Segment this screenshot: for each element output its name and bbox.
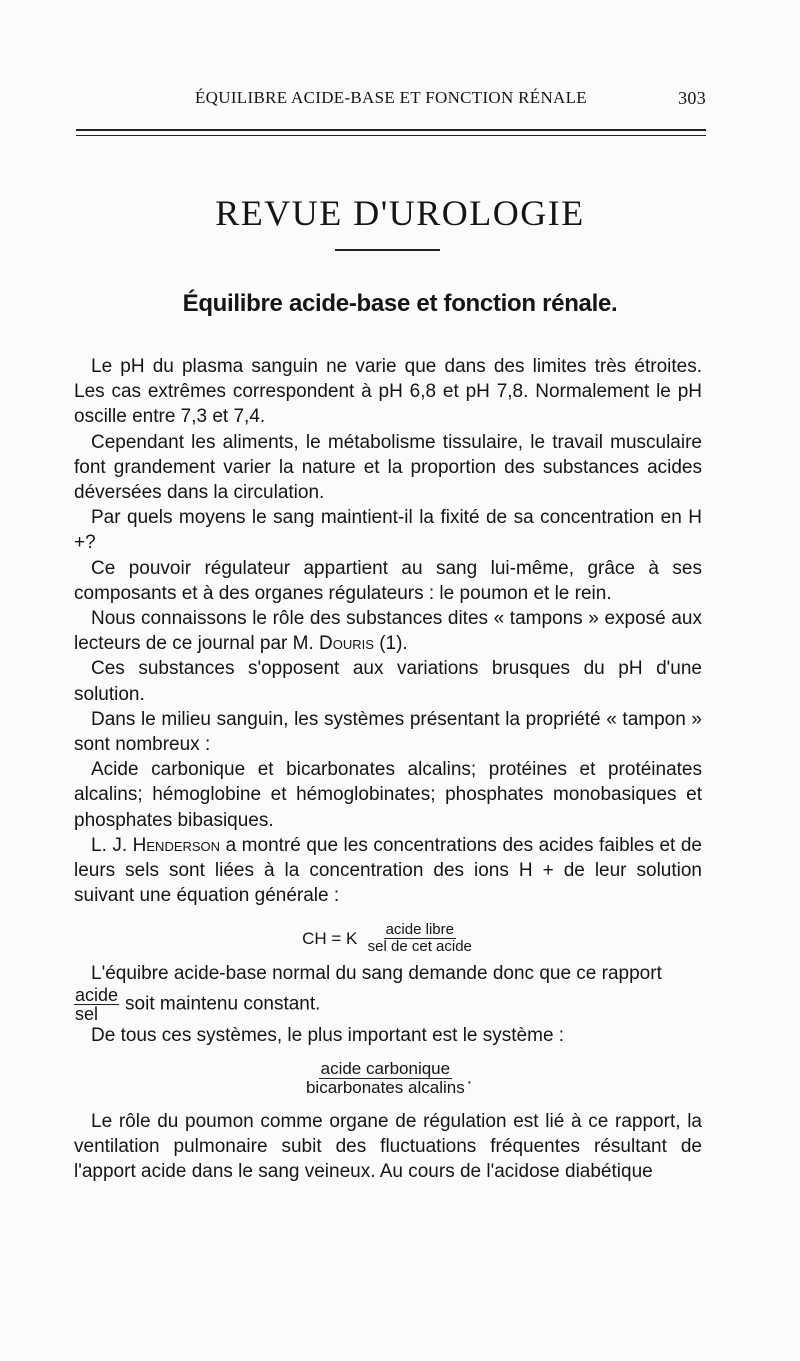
henderson-equation — [74, 922, 702, 955]
header-rule-thin — [76, 135, 706, 136]
paragraph: Cependant les aliments, le métabolisme tissulaire, le travail musculaire font grandement varier la nature et la proportion des substances acides déversées dans la circulation. — [74, 431, 702, 504]
paragraph — [74, 986, 702, 1023]
paragraph-text: Nous connaissons le rôle des substances dites « tampons » exposé aux lecteurs de ce journal par M. — [74, 608, 702, 655]
running-title: ÉQUILIBRE ACIDE-BASE ET FONCTION RÉNALE — [195, 88, 587, 107]
paragraph-text: a montré que les concentrations des acides faibles et de leurs sels sont liées à la concentration des ions H + de leur solution suivant une équation générale : — [74, 834, 702, 907]
ratio-numerator: acide — [75, 985, 119, 1006]
equation-numerator: acide libre — [385, 921, 454, 939]
system-denominator: bicarbonates alcalins — [305, 1078, 465, 1098]
system-fraction — [304, 1060, 467, 1097]
paragraph-text: soit maintenu constant. — [125, 993, 321, 1015]
paragraph: Le pH du plasma sanguin ne varie que dans des limites très étroites. Les cas extrêmes correspondent à pH 6,8 et pH 7,8. Normalement le pH oscille entre 7,3 et 7,4. — [74, 356, 702, 428]
equation-lhs: CH = K — [302, 929, 358, 949]
ratio-fraction — [74, 986, 119, 1023]
page-number: 303 — [678, 88, 706, 108]
author-name: L. J. Henderson — [91, 834, 221, 856]
paragraph — [74, 833, 702, 909]
paragraph: Le rôle du poumon comme organe de régulation est lié à ce rapport, la ventilation pulmonaire subit des fluctuations fréquentes résultant de l'apport acide dans le sang veineux. Au cours de l'acidose diabétique — [74, 1111, 702, 1183]
paragraph: Acide carbonique et bicarbonates alcalins; protéines et protéinates alcalins; hémoglobine et hémoglobinates; phosphates monobasiques et phosphates bibasiques. — [74, 759, 702, 831]
article-title: Équilibre acide-base et fonction rénale. — [182, 290, 618, 317]
running-header — [76, 88, 706, 114]
author-name: Douris — [319, 633, 374, 655]
title-rule — [335, 249, 440, 251]
paragraph: L'équibre acide-base normal du sang demande donc que ce rapport — [91, 962, 662, 984]
article-body — [74, 354, 702, 1185]
journal-title: REVUE D'UROLOGIE — [215, 193, 585, 233]
formula-period: . — [466, 1067, 473, 1089]
ratio-denominator: sel — [75, 1004, 99, 1025]
equation-denominator: sel de cet acide — [367, 938, 472, 956]
carbonic-system-formula — [74, 1060, 702, 1097]
paragraph: De tous ces systèmes, le plus important est le système : — [91, 1025, 565, 1047]
footnote-ref: (1). — [373, 633, 408, 655]
system-numerator: acide carbonique — [320, 1059, 451, 1079]
paragraph: Ce pouvoir régulateur appartient au sang lui-même, grâce à ses composants et à des organes régulateurs : le poumon et le rein. — [74, 557, 702, 604]
paragraph — [74, 606, 702, 656]
equation-fraction — [366, 922, 474, 955]
paragraph: Ces substances s'opposent aux variations brusques du pH d'une solution. — [74, 658, 702, 705]
header-rule-thick — [76, 129, 706, 131]
paragraph: Par quels moyens le sang maintient-il la fixité de sa concentration en H +? — [74, 507, 702, 554]
paragraph: Dans le milieu sanguin, les systèmes présentant la propriété « tampon » sont nombreux : — [74, 708, 702, 756]
